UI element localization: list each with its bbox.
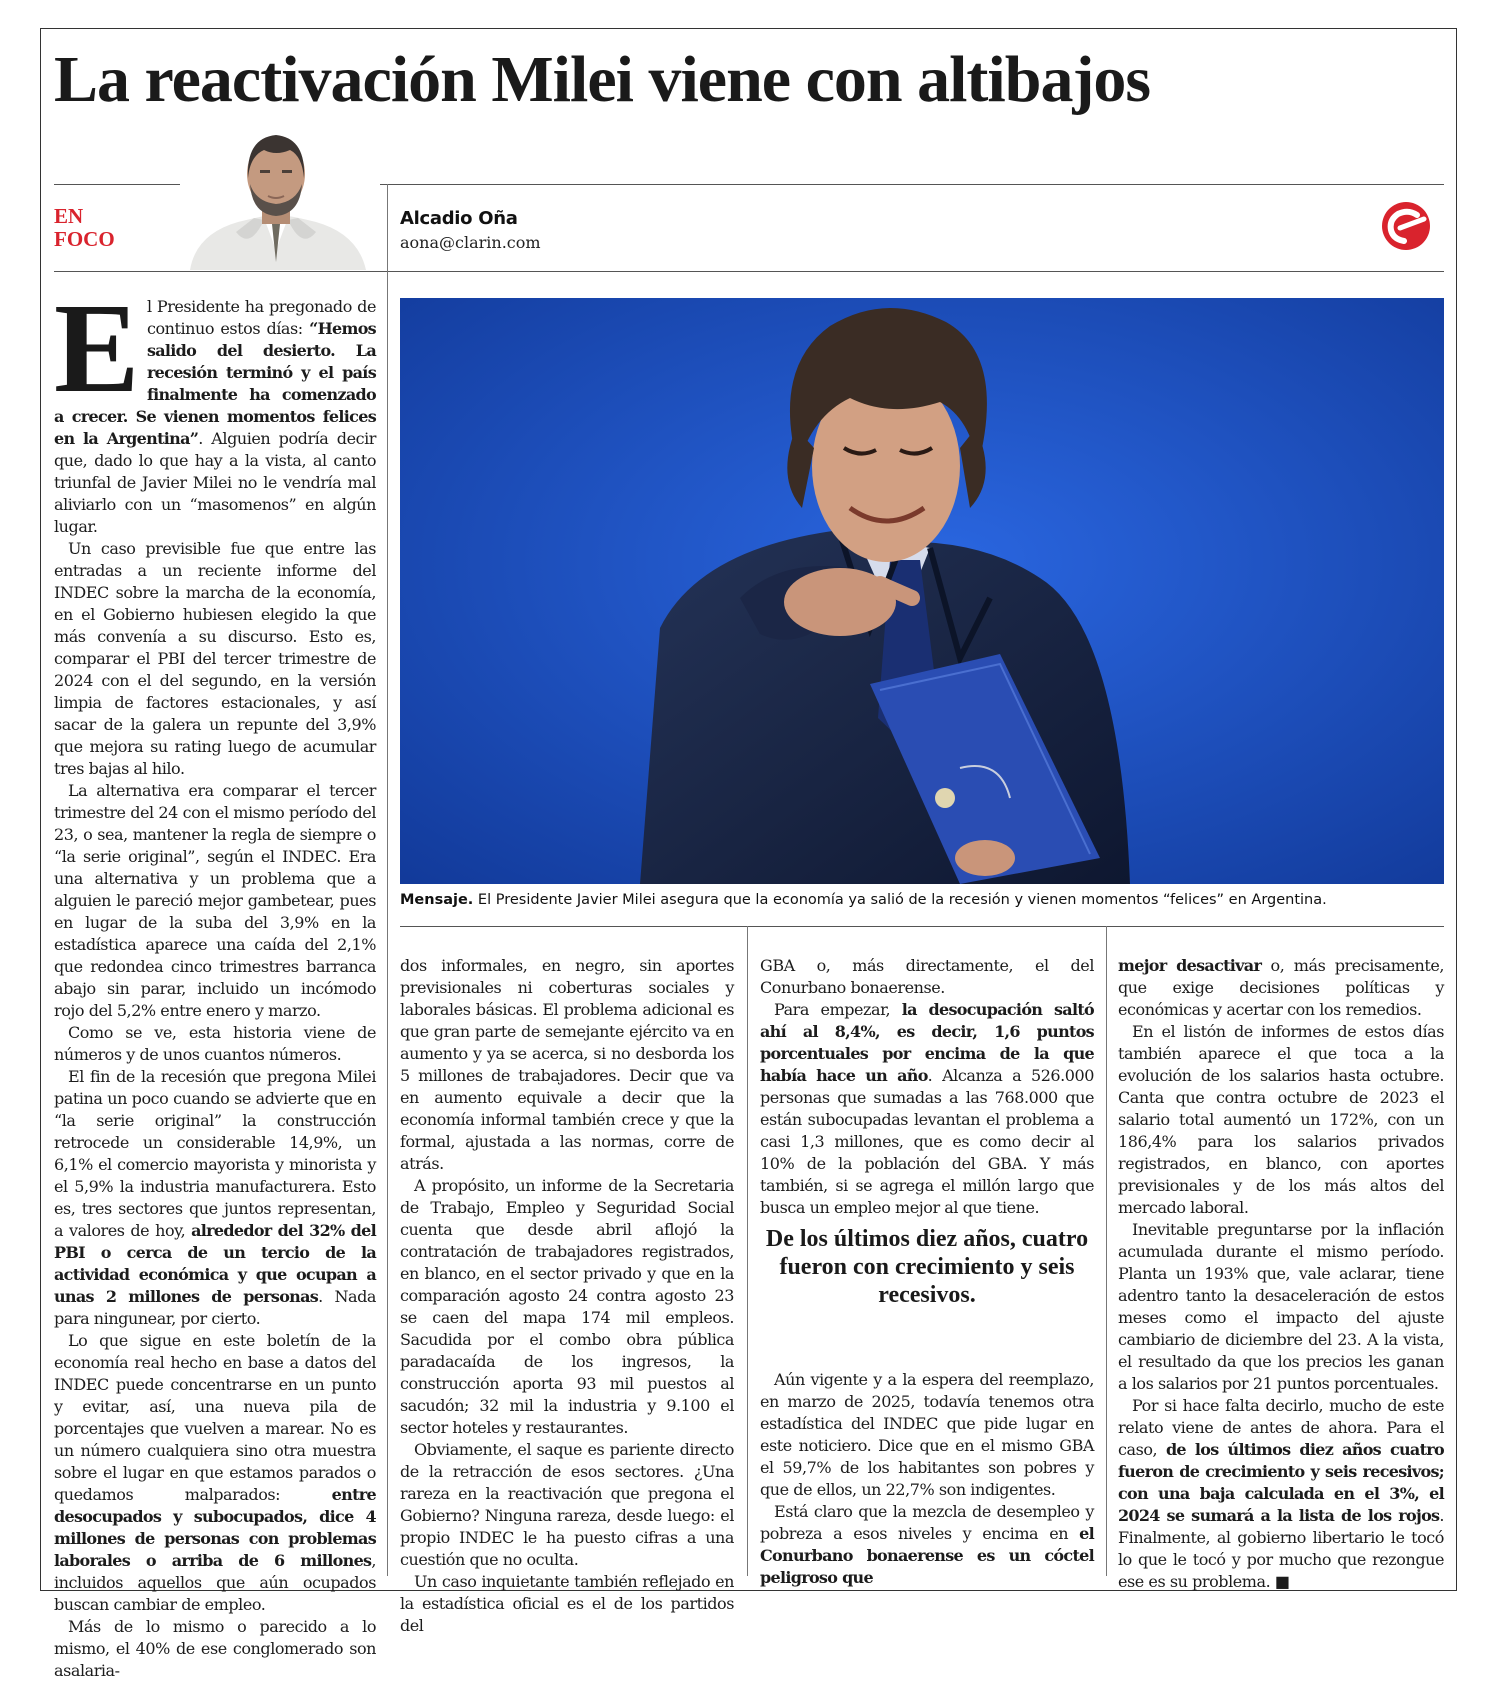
paragraph: dos informales, en negro, sin aportes previsionales ni coberturas sociales y laborales básicas. El problema adicional es que gran parte de semejante ejército va en aumento y ya se acerca, si no desborda los 5 millones de trabajadores. Decir que va en aumento equivale a decir que la economía informal también crece y que la formal, ajustada a las normas, corre de atrás. [400, 956, 734, 1173]
paragraph [760, 1501, 1094, 1589]
headline: La reactivación Milei viene con altibajos [54, 43, 1151, 116]
paragraph: Aún vigente y a la espera del reemplazo, en marzo de 2025, todavía tenemos otra estadística del INDEC que pide lugar en este noticiero. Dice que en el mismo GBA el 59,7% de los habitantes son pobres y que de ellos, un 22,7% son indigentes. [760, 1370, 1094, 1499]
author-name: Alcadio Oña [400, 208, 518, 229]
text-run-bold: alrededor del 32% del PBI o cerca de un tercio de la actividad económica y que ocupan a unas 2 millones de personas [54, 1221, 376, 1306]
paragraph: En el listón de informes de estos días también aparece el que toca a la evolución de los salarios hasta octubre. Canta que contra octubre de 2023 el salario total aumentó un 172%, con un 186,4% para los salarios privados registrados, en blanco, con aportes previsionales y de los más altos del mercado laboral. [1118, 1022, 1444, 1217]
text-run-bold: entre desocupados y subocupados, dice 4 millones de personas con problemas laborales o arriba de 6 millones [54, 1485, 376, 1570]
rule-byline-divider [387, 184, 388, 271]
text-run: . Alcanza a 526.000 personas que sumadas a las 768.000 que están subocupadas levantan el problema a casi 1,3 millones, que es como decir al 10% de la población del GBA. Y más también, si se agrega el millón largo que busca un empleo mejor al que tiene. [760, 1066, 1094, 1217]
president-photo-icon [400, 298, 1444, 884]
text-run-bold: la desocupación saltó ahí al 8,4%, es decir, 1,6 puntos porcentuales por encima de la que había hace un año [760, 1000, 1094, 1085]
text-run: , incluidos aquellos que aún ocupados buscan cambiar de empleo. [54, 1551, 376, 1614]
section-kicker [54, 205, 115, 251]
pullquote: De los últimos diez años, cuatro fueron con crecimiento y seis recesivos. [765, 1226, 1089, 1308]
paragraph: Como se ve, esta historia viene de números y de unos cuantos números. [54, 1023, 376, 1064]
clarin-logo-icon [1380, 200, 1432, 252]
paragraph [1118, 955, 1444, 1021]
photo-caption [400, 892, 1444, 908]
paragraph: Un caso previsible fue que entre las entradas a un reciente informe del INDEC sobre la marcha de la economía, en el Gobierno hubiesen elegido la que más convenía a su discurso. Esto es, comparar el PBI del tercer trimestre de 2024 con el del segundo, en la versión limpia de factores estacionales, y así sacar de la galera un repunte del 3,9% que mejora su rating luego de acumular tres bajas al hilo. [54, 539, 376, 778]
caption-label: Mensaje. [400, 892, 474, 908]
text-run: Por si hace falta decirlo, mucho de este relato viene de antes de ahora. Para el caso, [1118, 1396, 1444, 1459]
text-run: . Alguien podría decir que, dado lo que hay a la vista, al canto triunfal de Javier Milei no le vendría mal aliviarlo con un “masomenos” en algún lugar. [54, 429, 376, 536]
text-run: Para empezar, [774, 1000, 902, 1019]
paragraph: La alternativa era comparar el tercer trimestre del 24 con el mismo período del 23, o sea, mantener la regla de siempre o “la serie original”, según el INDEC. Era una alternativa y un problema que a alguien le pareció mejor gambetear, pues en lugar de la suba del 3,9% en la estadística aparece una caída del 2,1% que redondea cinco trimestres barranca abajo sin parar, incluido un incómodo rojo del 5,2% entre enero y marzo. [54, 781, 376, 1020]
paragraph [54, 1330, 376, 1616]
text-run: . Finalmente, al gobierno libertario le tocó lo que le tocó y por mucho que rezongue ese es su problema. [1118, 1506, 1444, 1591]
author-portrait-icon [180, 122, 380, 270]
author-photo [180, 122, 380, 270]
paragraph: Más de lo mismo o parecido a lo mismo, el 40% de ese conglomerado son asalaria- [54, 1617, 376, 1680]
drop-cap: E [54, 277, 139, 419]
main-photo [400, 298, 1444, 884]
paragraph [1118, 1395, 1444, 1593]
end-mark: ■ [1270, 1572, 1290, 1591]
author-email: aona@clarin.com [400, 233, 541, 252]
rule-column-1 [387, 271, 388, 1576]
rule-column-3 [1106, 926, 1107, 1576]
section-kicker-line2: FOCO [54, 227, 115, 251]
rule-under-caption [400, 926, 1444, 927]
article-column-4 [1118, 955, 1444, 1591]
text-run: El fin de la recesión que pregona Milei patina un poco cuando se advierte que en “la serie original” la construcción retrocede un considerable 14,9%, un 6,1% el comercio mayorista y minorista y el 5,9% la industria manufacturera. Esto es, tres sectores que juntos representan, a valores de hoy, [54, 1067, 376, 1240]
paragraph [54, 1066, 376, 1330]
paragraph: Un caso inquietante también reflejado en la estadística oficial es el de los partidos del [400, 1572, 734, 1635]
paragraph [54, 277, 376, 538]
text-run: Está claro que la mezcla de desempleo y pobreza a esos niveles y encima en [760, 1502, 1094, 1543]
paragraph: GBA o, más directamente, el del Conurbano bonaerense. [760, 956, 1094, 997]
text-run-bold: mejor desactivar [1118, 956, 1262, 975]
text-run-bold: “Hemos salido del desierto. La recesión terminó y el país finalmente ha comenzado a crecer. Se vienen momentos felices en la Argentina” [54, 319, 376, 448]
article-column-2 [400, 955, 734, 1635]
paragraph [760, 999, 1094, 1219]
text-run: Lo que sigue en este boletín de la economía real hecho en base a datos del INDEC puede concentrarse en un punto y evitar, así, una nueva pila de porcentajes que vuelven a marear. No es un número cualquiera sino otra muestra sobre el lugar en que estamos parados o quedamos malparados: [54, 1331, 376, 1504]
rule-under-byline [54, 271, 1444, 272]
text-run: . Nada para ningunear, por cierto. [54, 1287, 376, 1328]
rule-column-2 [747, 926, 748, 1576]
text-run: o, más precisamente, que exige decisiones políticas y económicas y acertar con los remedios. [1118, 956, 1444, 1019]
paragraph: A propósito, un informe de la Secretaria de Trabajo, Empleo y Seguridad Social cuenta que desde abril aflojó la contratación de trabajadores registrados, en blanco, en el sector privado y que en la comparación agosto 24 contra agosto 23 se caen del mapa 174 mil empleos. Sacudida por el combo obra pública paradacaída de los ingresos, la construcción aporta 93 mil puestos al sacudón; 32 mil la industria y 9.100 el sector hoteles y restaurantes. [400, 1176, 734, 1437]
article-column-1 [54, 277, 376, 1680]
text-run: l Presidente ha pregonado de continuo estos días: [146, 297, 376, 338]
paragraph: Inevitable preguntarse por la inflación acumulada durante el mismo período. Planta un 193% que, vale aclarar, tiene adentro tanto la desaceleración de estos meses como el impacto del ajuste cambiario de diciembre del 23. A la vista, el resultado da que los precios les ganan a los salarios por 21 puntos porcentuales. [1118, 1220, 1444, 1393]
caption-text: El Presidente Javier Milei asegura que la economía ya salió de la recesión y vienen momentos “felices” en Argentina. [473, 892, 1327, 908]
paragraph: Obviamente, el saque es pariente directo de la retracción de esos sectores. ¿Una rareza en la reactivación que pregona el Gobierno? Ninguna rareza, desde luego: el propio INDEC le ha puesto cifras a una cuestión que no oculta. [400, 1440, 734, 1569]
text-run-bold: el Conurbano bonaerense es un cóctel peligroso que [760, 1524, 1094, 1587]
text-run-bold: de los últimos diez años cuatro fueron de crecimiento y seis recesivos; con una baja calculada en el 3%, el 2024 se sumará a la lista de los rojos [1118, 1440, 1444, 1525]
section-kicker-line1: EN [54, 204, 84, 228]
